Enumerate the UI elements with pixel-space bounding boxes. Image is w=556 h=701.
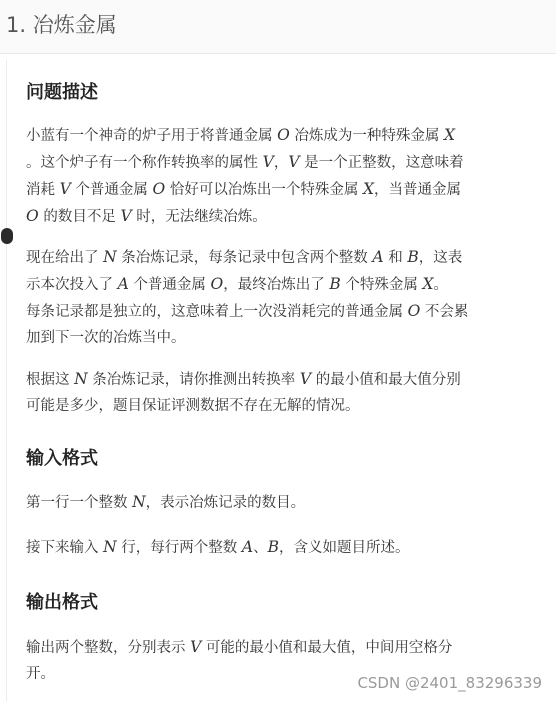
side-bullet-icon [1,228,13,244]
math-var: N [103,248,117,266]
math-var: V [190,638,202,656]
description-paragraph-3 [26,366,542,419]
math-var: B [267,538,279,556]
text-line: 开。 [26,666,55,682]
text-line: 示本次投入了 A 个普通金属 O，最终冶炼出了 B 个特殊金属 X。 [26,275,449,293]
math-var: X [444,126,456,144]
math-var: N [74,370,88,388]
input-paragraph-2 [26,534,542,561]
output-format-heading: 输出格式 [26,592,98,613]
text-line: 小蓝有一个神奇的炉子用于将普通金属 O 冶炼成为一种特殊金属 X [26,126,456,144]
math-var: X [362,180,375,198]
text-line: 消耗 V 个普通金属 O 恰好可以冶炼出一个特殊金属 X，当普通金属 [26,180,462,198]
text-line: O 的数目不足 V 时，无法继续冶炼。 [26,207,267,225]
text-line: 加到下一次的冶炼当中。 [26,330,186,346]
page-title: 1. 冶炼金属 [6,13,117,37]
text-line: 现在给出了 N 条冶炼记录，每条记录中包含两个整数 A 和 B，这表 [26,248,463,266]
input-paragraph-1 [26,489,542,516]
text-line: 。这个炉子有一个称作转换率的属性 V，V 是一个正整数，这意味着 [26,153,464,171]
text-line: 每条记录都是独立的，这意味着上一次没消耗完的普通金属 O 不会累 [26,302,469,320]
math-var: A [117,275,129,293]
math-var: B [407,248,419,266]
math-var: V [262,153,274,171]
csdn-watermark: CSDN @2401_83296339 [357,674,542,692]
math-var: O [152,180,166,198]
math-var: O [277,126,290,144]
math-var: V [288,153,300,171]
text-line: 第一行一个整数 N，表示冶炼记录的数目。 [26,493,306,511]
math-var: V [59,180,71,198]
page-header [0,0,556,54]
math-var: X [422,275,434,293]
math-var: V [120,207,132,225]
text-line: 输出两个整数，分别表示 V 可能的最小值和最大值，中间用空格分 [26,638,453,656]
math-var: N [132,493,146,511]
math-var: A [241,538,254,556]
description-paragraph-1 [26,122,542,230]
text-line: 接下来输入 N 行，每行两个整数 A、B，含义如题目所述。 [26,538,410,556]
math-var: O [407,302,421,320]
math-var: N [103,538,117,556]
description-paragraph-2 [26,244,542,351]
math-var: O [26,207,39,225]
text-line: 可能是多少，题目保证评测数据不存在无解的情况。 [26,398,360,414]
math-var: A [372,248,384,266]
math-var: V [299,370,312,388]
text-line: 根据这 N 条冶炼记录，请你推测出转换率 V 的最小值和最大值分别 [26,370,461,388]
description-heading: 问题描述 [26,82,98,103]
math-var: B [329,275,341,293]
input-format-heading: 输入格式 [26,448,98,469]
math-var: O [210,275,224,293]
